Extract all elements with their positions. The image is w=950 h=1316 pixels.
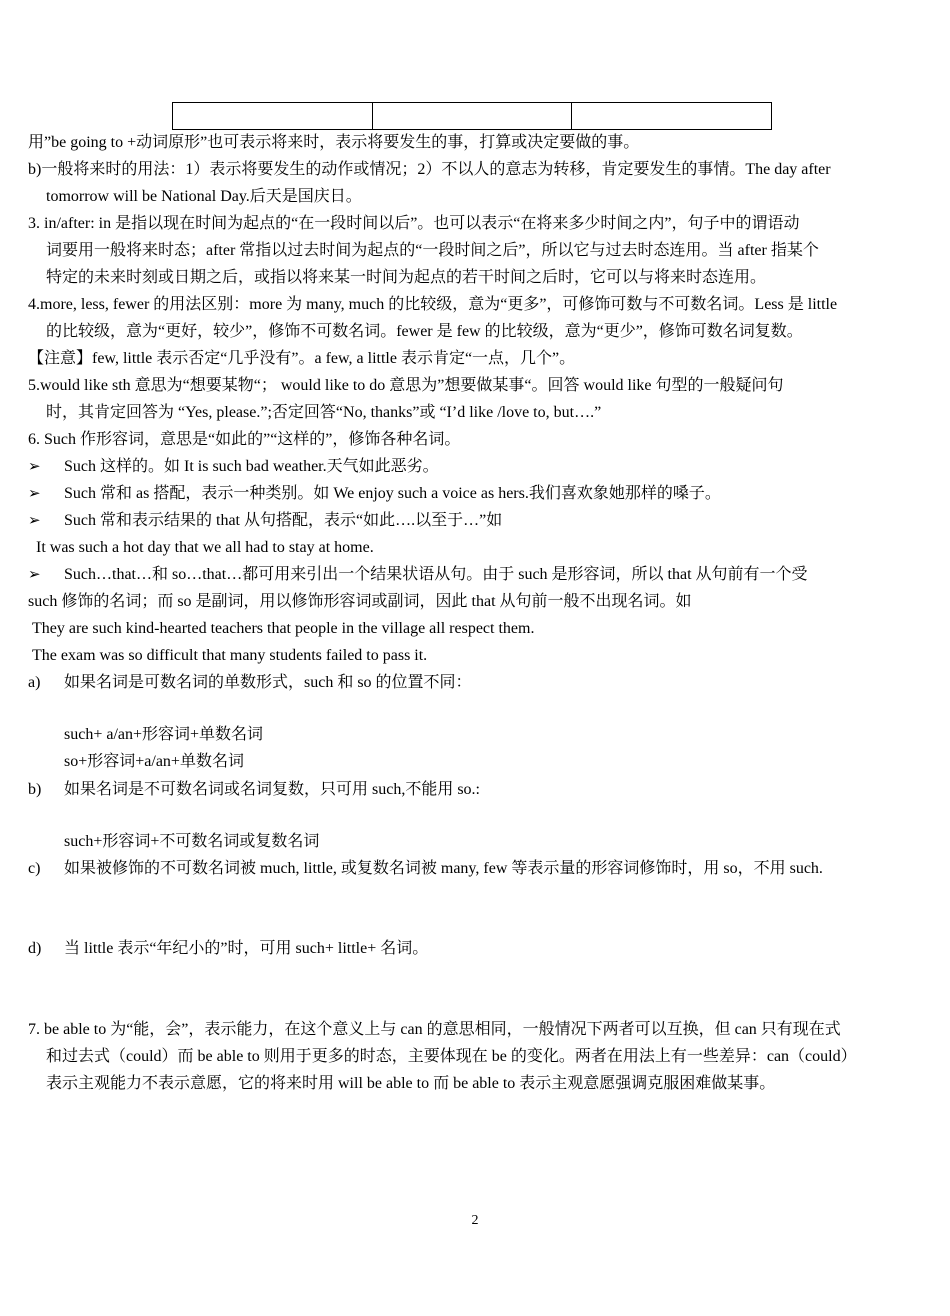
- list-marker-a: a): [28, 674, 41, 691]
- text-line: 表示主观能力不表示意愿，它的将来时用 will be able to 而 be able to 表示主观意愿强调克服困难做某事。: [46, 1075, 776, 1092]
- text-line: 6. Such 作形容词，意思是“如此的”“这样的”，修饰各种名词。: [28, 431, 461, 448]
- list-item-text: 当 little 表示“年纪小的”时，可用 such+ little+ 名词。: [64, 940, 429, 957]
- note-line: 【注意】few, little 表示否定“几乎没有”。a few, a little 表示肯定“一点，几个”。: [28, 350, 576, 367]
- bullet-text: Such 常和表示结果的 that 从句搭配，表示“如此….以至于…”如: [64, 512, 503, 529]
- arrow-bullet-icon: ➢: [28, 486, 41, 502]
- text-line: 4.more, less, fewer 的用法区别：more 为 many, much 的比较级，意为“更多”，可修饰可数与不可数名词。Less 是 little: [28, 296, 838, 313]
- table-cell: [572, 103, 771, 129]
- list-item-text: 如果名词是可数名词的单数形式，such 和 so 的位置不同：: [64, 674, 472, 691]
- text-line: 的比较级，意为“更好，较少”，修饰不可数名词。fewer 是 few 的比较级，意为“更少”，修饰可数名词复数。: [46, 323, 803, 340]
- arrow-bullet-icon: ➢: [28, 459, 41, 475]
- example-sentence: The exam was so difficult that many students failed to pass it.: [32, 647, 428, 664]
- page-number: 2: [471, 1213, 479, 1228]
- arrow-bullet-icon: ➢: [28, 513, 41, 529]
- text-line: tomorrow will be National Day.后天是国庆日。: [46, 188, 362, 205]
- text-line: 和过去式（could）而 be able to 则用于更多的时态，主要体现在 be 的变化。两者在用法上有一些差异：can（could）: [46, 1048, 857, 1065]
- text-line: 用”be going to +动词原形”也可表示将来时，表示将要发生的事，打算或决定要做的事。: [28, 134, 640, 151]
- text-line: 5.would like sth 意思为“想要某物“； would like to do 意思为”想要做某事“。回答 would like 句型的一般疑问句: [28, 377, 784, 394]
- list-item-text: 如果被修饰的不可数名词被 much, little, 或复数名词被 many, few 等表示量的形容词修饰时，用 so，不用 such.: [64, 860, 823, 877]
- table-cell: [373, 103, 573, 129]
- list-marker-b: b): [28, 781, 42, 798]
- text-line: 词要用一般将来时态；after 常指以过去时间为起点的“一段时间之后”，所以它与过去时态连用。当 after 指某个: [46, 242, 819, 259]
- list-marker-c: c): [28, 860, 41, 877]
- formula-line: so+形容词+a/an+单数名词: [64, 753, 244, 770]
- text-line: b)一般将来时的用法：1）表示将要发生的动作或情况；2）不以人的意志为转移，肯定要发生的事情。The day after: [28, 161, 831, 178]
- text-line: 7. be able to 为“能，会”，表示能力，在这个意义上与 can 的意思相同，一般情况下两者可以互换，但 can 只有现在式: [28, 1021, 841, 1038]
- arrow-bullet-icon: ➢: [28, 567, 41, 583]
- list-item-text: 如果名词是不可数名词或名词复数，只可用 such,不能用 so.:: [64, 781, 481, 798]
- text-line: such 修饰的名词；而 so 是副词，用以修饰形容词或副词，因此 that 从句前一般不出现名词。如: [28, 593, 692, 610]
- bullet-text: Such 这样的。如 It is such bad weather.天气如此恶劣。: [64, 458, 439, 475]
- example-sentence: They are such kind-hearted teachers that people in the village all respect them.: [32, 620, 535, 637]
- example-sentence: It was such a hot day that we all had to stay at home.: [36, 539, 374, 556]
- table-cell: [173, 103, 373, 129]
- text-line: 时，其肯定回答为 “Yes, please.”;否定回答“No, thanks”或 “I’d like /love to, but….”: [46, 404, 602, 421]
- bullet-text: Such…that…和 so…that…都可用来引出一个结果状语从句。由于 such 是形容词，所以 that 从句前有一个受: [64, 566, 808, 583]
- empty-table-row: [172, 102, 772, 130]
- text-line: 特定的未来时刻或日期之后，或指以将来某一时间为起点的若干时间之后时，它可以与将来时态连用。: [46, 269, 767, 286]
- bullet-text: Such 常和 as 搭配，表示一种类别。如 We enjoy such a voice as hers.我们喜欢象她那样的嗓子。: [64, 485, 721, 502]
- formula-line: such+ a/an+形容词+单数名词: [64, 726, 264, 743]
- list-marker-d: d): [28, 940, 42, 957]
- text-line: 3. in/after: in 是指以现在时间为起点的“在一段时间以后”。也可以表示“在将来多少时间之内”，句子中的谓语动: [28, 215, 800, 232]
- formula-line: such+形容词+不可数名词或复数名词: [64, 833, 320, 850]
